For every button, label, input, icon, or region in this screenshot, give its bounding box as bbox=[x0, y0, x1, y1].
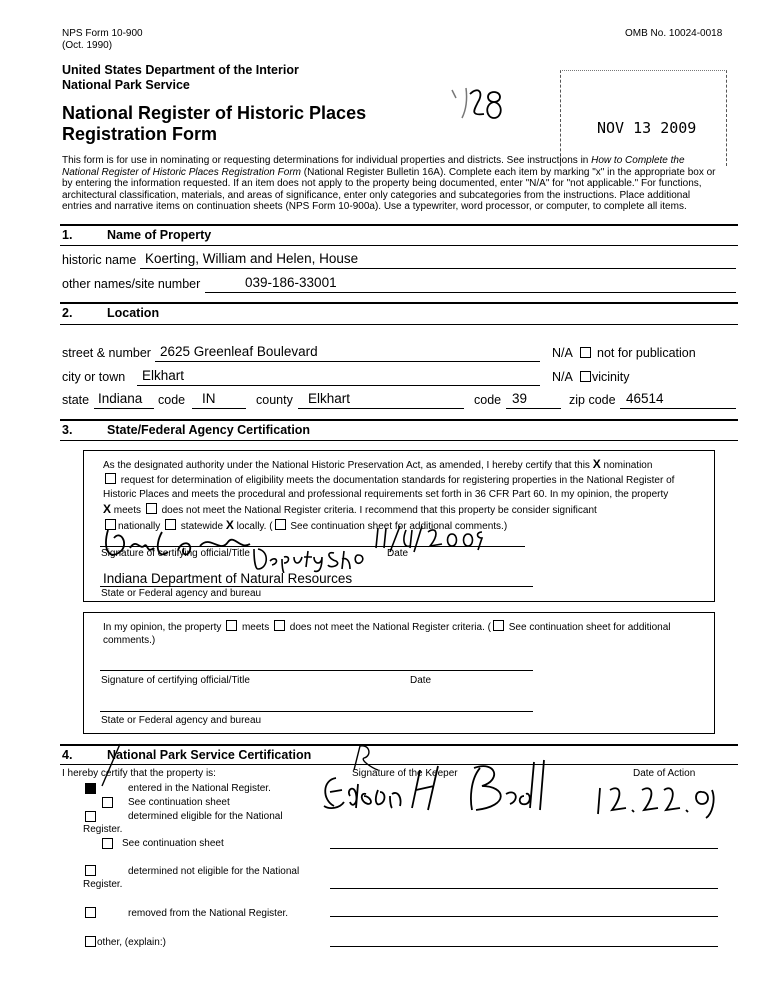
cert-line1a: As the designated authority under the National Historic Preservation Act, as amended, I hereby certify that this bbox=[103, 460, 593, 471]
certifying-agency-line bbox=[100, 586, 533, 587]
other-checkbox[interactable] bbox=[85, 936, 96, 947]
section3-rule-bottom bbox=[60, 440, 738, 441]
form-subtitle: Registration Form bbox=[62, 124, 218, 144]
section1-title: Name of Property bbox=[107, 228, 212, 242]
stamp-handwritten-number-svg bbox=[448, 84, 508, 124]
opinion-a: In my opinion, the property bbox=[103, 622, 225, 633]
eligible-signature-line bbox=[330, 848, 718, 849]
removed-signature-line bbox=[330, 916, 718, 917]
nps-pen-mark-svg bbox=[100, 740, 130, 790]
cert-line4a: meets bbox=[111, 505, 144, 516]
cert-line3: Historic Places and meets the procedural and professional requirements set forth in 36 CFR Part 60. In my opinion, the property bbox=[103, 489, 669, 500]
date-of-action-label: Date of Action bbox=[633, 768, 696, 779]
section3-title: State/Federal Agency Certification bbox=[107, 423, 311, 437]
cert-locally-x: X bbox=[225, 518, 234, 532]
state-code-label: code bbox=[158, 393, 186, 407]
instructions-line2b: (National Register Bulletin 16A). Complete each item by marking "x" in the appropriate box or bbox=[300, 166, 716, 178]
omb-number: OMB No. 10024-0018 bbox=[625, 28, 723, 39]
section2-rule-top bbox=[60, 302, 738, 304]
department-name: United States Department of the Interior bbox=[62, 63, 299, 77]
certifying-title-svg bbox=[250, 543, 370, 573]
not-for-publication-label: not for publication bbox=[597, 346, 696, 360]
form-date: (Oct. 1990) bbox=[62, 40, 113, 51]
eligible-checkbox[interactable] bbox=[85, 811, 96, 822]
action-date-handwritten bbox=[590, 780, 720, 825]
cert-locally: locally. ( bbox=[233, 521, 273, 532]
not-for-publication-checkbox[interactable] bbox=[580, 347, 591, 358]
county-label: county bbox=[256, 393, 293, 407]
state-value[interactable]: Indiana bbox=[98, 391, 143, 406]
opt-entered-label: entered in the National Register. bbox=[128, 783, 271, 794]
cert-nationally: nationally bbox=[118, 521, 164, 532]
section3-rule-top bbox=[60, 419, 738, 421]
other-names-underline bbox=[205, 292, 736, 293]
instructions-line2a: National Register of Historic Places Registration Form bbox=[62, 166, 301, 178]
other-names-label: other names/site number bbox=[62, 277, 201, 291]
action-date-svg bbox=[590, 780, 720, 820]
does-not-meet-checkbox[interactable] bbox=[146, 503, 157, 514]
eligible-continuation-checkbox[interactable] bbox=[102, 838, 113, 849]
opt-eligible-row bbox=[83, 811, 98, 824]
cert-continuation: See continuation sheet for additional comments.) bbox=[287, 521, 508, 532]
certifying-signature-label: Signature of certifying official/Title bbox=[101, 548, 250, 559]
historic-name-value[interactable]: Koerting, William and Helen, House bbox=[145, 251, 359, 266]
certifying-date-label: Date bbox=[387, 548, 409, 559]
stamp-date: NOV 13 2009 bbox=[597, 119, 697, 137]
county-code-label: code bbox=[474, 393, 502, 407]
state-underline bbox=[94, 408, 154, 409]
na-label-1: N/A bbox=[552, 346, 573, 360]
opinion-c: does not meet the National Register criteria. ( bbox=[286, 622, 491, 633]
agency-name: National Park Service bbox=[62, 78, 190, 92]
city-value[interactable]: Elkhart bbox=[142, 368, 185, 383]
zip-value[interactable]: 46514 bbox=[626, 391, 664, 406]
street-value[interactable]: 2625 Greenleaf Boulevard bbox=[160, 344, 318, 359]
opt-not-eligible-label-b: Register. bbox=[83, 879, 123, 890]
county-value[interactable]: Elkhart bbox=[308, 391, 351, 406]
removed-checkbox[interactable] bbox=[85, 907, 96, 918]
opt-entered-row bbox=[83, 783, 98, 796]
opinion-b: meets bbox=[239, 622, 272, 633]
other-names-value[interactable]: 039-186-33001 bbox=[245, 275, 337, 290]
county-underline bbox=[298, 408, 464, 409]
section2-rule-bottom bbox=[60, 324, 738, 325]
instructions bbox=[62, 155, 722, 213]
state-code-underline bbox=[192, 408, 246, 409]
nps-pen-mark bbox=[100, 740, 130, 795]
street-label: street & number bbox=[62, 346, 151, 360]
street-underline bbox=[155, 361, 540, 362]
opt-other-label: other, (explain:) bbox=[97, 937, 166, 948]
not-eligible-signature-line bbox=[330, 888, 718, 889]
section1-number: 1. bbox=[62, 228, 73, 242]
opt-entered-cont-label: See continuation sheet bbox=[128, 797, 230, 808]
opinion-d: See continuation sheet for additional bbox=[505, 622, 671, 633]
not-eligible-checkbox[interactable] bbox=[85, 865, 96, 876]
cert-line1b: nomination bbox=[600, 460, 653, 471]
commenting-date-label: Date bbox=[410, 675, 432, 686]
county-code-underline bbox=[506, 408, 561, 409]
city-underline bbox=[137, 385, 540, 386]
instructions-line1a: This form is for use in nominating or requesting determinations for individual properties and districts. See instructions in bbox=[62, 155, 592, 166]
section4-number: 4. bbox=[62, 748, 73, 762]
cert-statewide: statewide bbox=[178, 521, 226, 532]
commenting-agency-line bbox=[100, 711, 533, 712]
opt-eligible-label: determined eligible for the National bbox=[128, 811, 283, 822]
vicinity-label: vicinity bbox=[592, 370, 630, 384]
historic-name-label: historic name bbox=[62, 253, 137, 267]
opinion-continuation-checkbox[interactable] bbox=[493, 620, 504, 631]
cert-line4b: does not meet the National Register criteria. I recommend that this property be consider significant bbox=[158, 505, 597, 516]
entered-checkbox[interactable] bbox=[85, 783, 96, 794]
form-title: National Register of Historic Places bbox=[62, 103, 367, 123]
commenting-official-text bbox=[103, 620, 703, 647]
opt-removed-row bbox=[83, 907, 98, 920]
section3-number: 3. bbox=[62, 423, 73, 437]
vicinity-checkbox[interactable] bbox=[580, 371, 591, 382]
section1-rule-top bbox=[60, 224, 738, 226]
opt-eligible-cont bbox=[100, 838, 115, 851]
state-code-value[interactable]: IN bbox=[202, 391, 216, 406]
hereby-certify: I hereby certify that the property is: bbox=[62, 768, 216, 779]
commenting-signature-label: Signature of certifying official/Title bbox=[101, 675, 250, 686]
keeper-signature-label: Signature of the Keeper bbox=[352, 768, 458, 779]
na-label-2: N/A bbox=[552, 370, 573, 384]
opt-removed-label: removed from the National Register. bbox=[128, 908, 289, 919]
commenting-agency-label: State or Federal agency and bureau bbox=[101, 715, 262, 726]
instructions-line1b: How to Complete the bbox=[591, 155, 685, 166]
zip-underline bbox=[620, 408, 736, 409]
form-number: NPS Form 10-900 bbox=[62, 28, 143, 39]
opt-other-row bbox=[83, 936, 98, 949]
instructions-line4: architectural classification, materials, and areas of significance, enter only categories and subcategories from the instructions. Place additional bbox=[62, 189, 691, 201]
section1-rule-bottom bbox=[60, 245, 738, 246]
section2-number: 2. bbox=[62, 306, 73, 320]
section2-title: Location bbox=[107, 306, 160, 320]
zip-label: zip code bbox=[569, 393, 616, 407]
cert-nomination-x: X bbox=[592, 457, 601, 471]
keeper-signature-handwritten bbox=[320, 740, 570, 825]
commenting-signature-line bbox=[100, 670, 533, 671]
entered-continuation-checkbox[interactable] bbox=[102, 797, 113, 808]
request-determination-checkbox[interactable] bbox=[105, 473, 116, 484]
section4-title: National Park Service Certification bbox=[107, 748, 312, 762]
city-label: city or town bbox=[62, 370, 126, 384]
stamp-handwritten-number bbox=[448, 84, 508, 129]
opt-eligible-label-b: Register. bbox=[83, 824, 123, 835]
opt-entered-cont bbox=[100, 797, 115, 810]
opt-eligible-cont-label: See continuation sheet bbox=[122, 838, 224, 849]
cert-line2: request for determination of eligibility meets the documentation standards for registering properties in the National Register of bbox=[118, 475, 675, 486]
opinion-not-meet-checkbox[interactable] bbox=[274, 620, 285, 631]
state-label: state bbox=[62, 393, 90, 407]
certifying-agency-label: State or Federal agency and bureau bbox=[101, 588, 262, 599]
opt-not-eligible-row bbox=[83, 865, 98, 878]
county-code-value[interactable]: 39 bbox=[512, 391, 528, 406]
cert-meets-x: X bbox=[103, 502, 112, 516]
certifying-agency-value[interactable]: Indiana Department of Natural Resources bbox=[103, 571, 353, 586]
historic-name-underline bbox=[140, 268, 736, 269]
keeper-signature-svg bbox=[320, 740, 570, 820]
received-stamp bbox=[560, 70, 727, 166]
opt-not-eligible-label: determined not eligible for the National bbox=[128, 866, 300, 877]
other-signature-line bbox=[330, 946, 718, 947]
opinion-meets-checkbox[interactable] bbox=[226, 620, 237, 631]
opinion-e: comments.) bbox=[103, 634, 156, 646]
instructions-line3: by entering the information requested. If an item does not apply to the property being documented, enter "N/A" for "not applicable." For functions, bbox=[62, 178, 702, 189]
instructions-line5: entries and narrative items on continuation sheets (NPS Form 10-900a). Use a typewriter, word processor, or computer, to complete all items. bbox=[62, 201, 687, 212]
